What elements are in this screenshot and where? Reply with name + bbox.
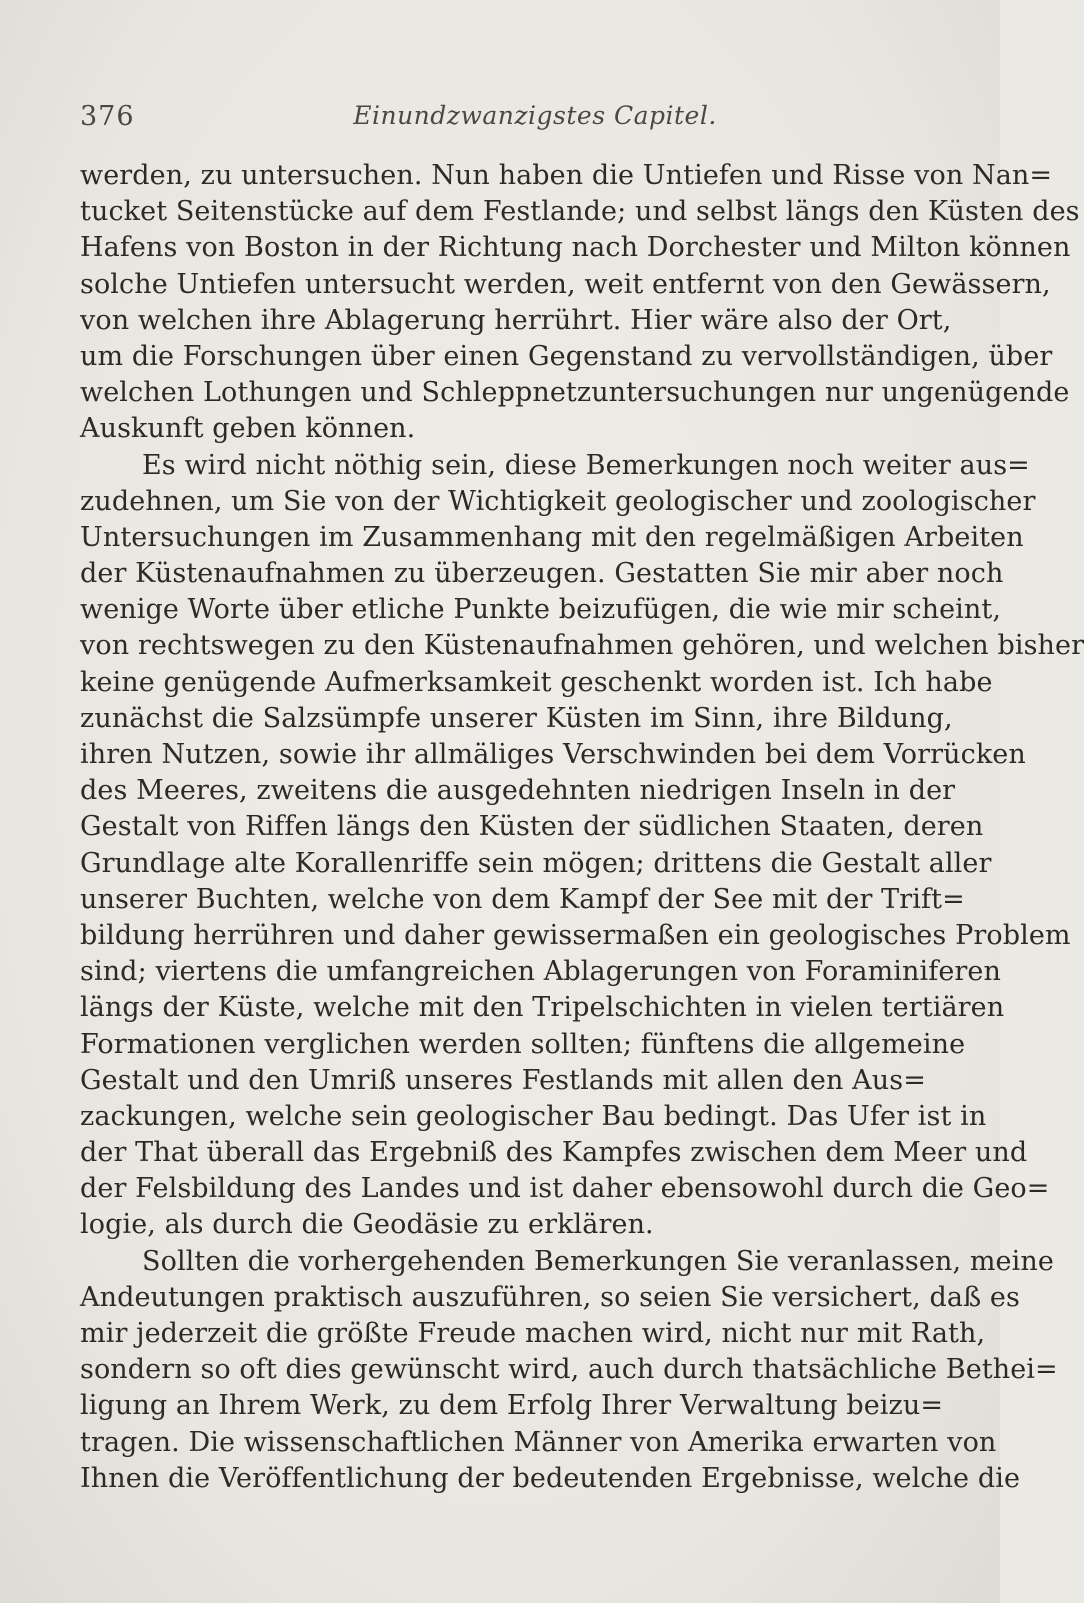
text-line: Es wird nicht nöthig sein, diese Bemerkungen noch weiter aus=	[142, 449, 1030, 481]
text-line: längs der Küste, welche mit den Tripelschichten in vielen tertiären	[80, 992, 1005, 1024]
text-line: zackungen, welche sein geologischer Bau bedingt. Das Ufer ist in	[80, 1100, 987, 1132]
page-header	[80, 101, 900, 135]
text-line: werden, zu untersuchen. Nun haben die Untiefen und Risse von Nan=	[80, 160, 1053, 191]
text-line: welchen Lothungen und Schleppnetzuntersuchungen nur ungenügende	[80, 377, 1070, 409]
text-line: sind; viertens die umfangreichen Ablagerungen von Foraminiferen	[80, 956, 1001, 988]
text-line: von welchen ihre Ablagerung herrührt. Hier wäre also der Ort,	[80, 304, 952, 336]
text-line: zunächst die Salzsümpfe unserer Küsten im Sinn, ihre Bildung,	[80, 702, 953, 734]
running-head: Einundzwanzigstes Capitel.	[353, 101, 717, 130]
text-line: keine genügende Aufmerksamkeit geschenkt worden ist. Ich habe	[80, 666, 993, 698]
text-line: tucket Seitenstücke auf dem Festlande; und selbst längs den Küsten des	[80, 196, 1080, 228]
text-line: Gestalt von Riffen längs den Küsten der südlichen Staaten, deren	[80, 811, 984, 843]
text-line: der Küstenaufnahmen zu überzeugen. Gestatten Sie mir aber noch	[80, 558, 1004, 590]
text-line: sondern so oft dies gewünscht wird, auch durch thatsächliche Bethei=	[80, 1354, 1058, 1386]
text-line: der That überall das Ergebniß des Kampfes zwischen dem Meer und	[80, 1137, 1028, 1169]
text-line: bildung herrühren und daher gewissermaßen ein geologisches Problem	[80, 919, 1071, 951]
text-line: um die Forschungen über einen Gegenstand zu vervollständigen, über	[80, 340, 1053, 372]
body-text	[80, 158, 1084, 1497]
text-line: tragen. Die wissenschaftlichen Männer von Amerika erwarten von	[80, 1426, 997, 1458]
text-line: zudehnen, um Sie von der Wichtigkeit geologischer und zoologischer	[80, 485, 1036, 517]
text-line: Untersuchungen im Zusammenhang mit den regelmäßigen Arbeiten	[80, 521, 1024, 553]
text-line: Andeutungen praktisch auszuführen, so seien Sie versichert, daß es	[80, 1281, 1020, 1313]
text-line: ihren Nutzen, sowie ihr allmäliges Verschwinden bei dem Vorrücken	[80, 739, 1026, 770]
text-line: Grundlage alte Korallenriffe sein mögen; drittens die Gestalt aller	[80, 847, 992, 879]
text-line: solche Untiefen untersucht werden, weit entfernt von den Gewässern,	[80, 268, 1051, 300]
text-line: von rechtswegen zu den Küstenaufnahmen gehören, und welchen bisher	[80, 630, 1084, 662]
text-line: Formationen verglichen werden sollten; fünftens die allgemeine	[80, 1028, 966, 1060]
text-line: ligung an Ihrem Werk, zu dem Erfolg Ihrer Verwaltung beizu=	[80, 1390, 944, 1422]
text-line: Sollten die vorhergehenden Bemerkungen Sie veranlassen, meine	[142, 1245, 1054, 1277]
text-line: des Meeres, zweitens die ausgedehnten niedrigen Inseln in der	[80, 775, 956, 807]
text-line: der Felsbildung des Landes und ist daher ebensowohl durch die Geo=	[80, 1173, 1050, 1205]
text-line: logie, als durch die Geodäsie zu erklären.	[80, 1209, 654, 1241]
text-line: mir jederzeit die größte Freude machen wird, nicht nur mit Rath,	[80, 1318, 986, 1349]
text-line: Hafens von Boston in der Richtung nach Dorchester und Milton können	[80, 232, 1071, 264]
text-line: Gestalt und den Umriß unseres Festlands mit allen den Aus=	[80, 1064, 926, 1096]
text-line: unserer Buchten, welche von dem Kampf der See mit der Trift=	[80, 883, 965, 915]
text-line: Auskunft geben können.	[80, 413, 416, 445]
text-line: Ihnen die Veröffentlichung der bedeutenden Ergebnisse, welche die	[80, 1462, 1021, 1494]
page-number: 376	[80, 101, 135, 132]
text-line: wenige Worte über etliche Punkte beizufügen, die wie mir scheint,	[80, 594, 1002, 626]
